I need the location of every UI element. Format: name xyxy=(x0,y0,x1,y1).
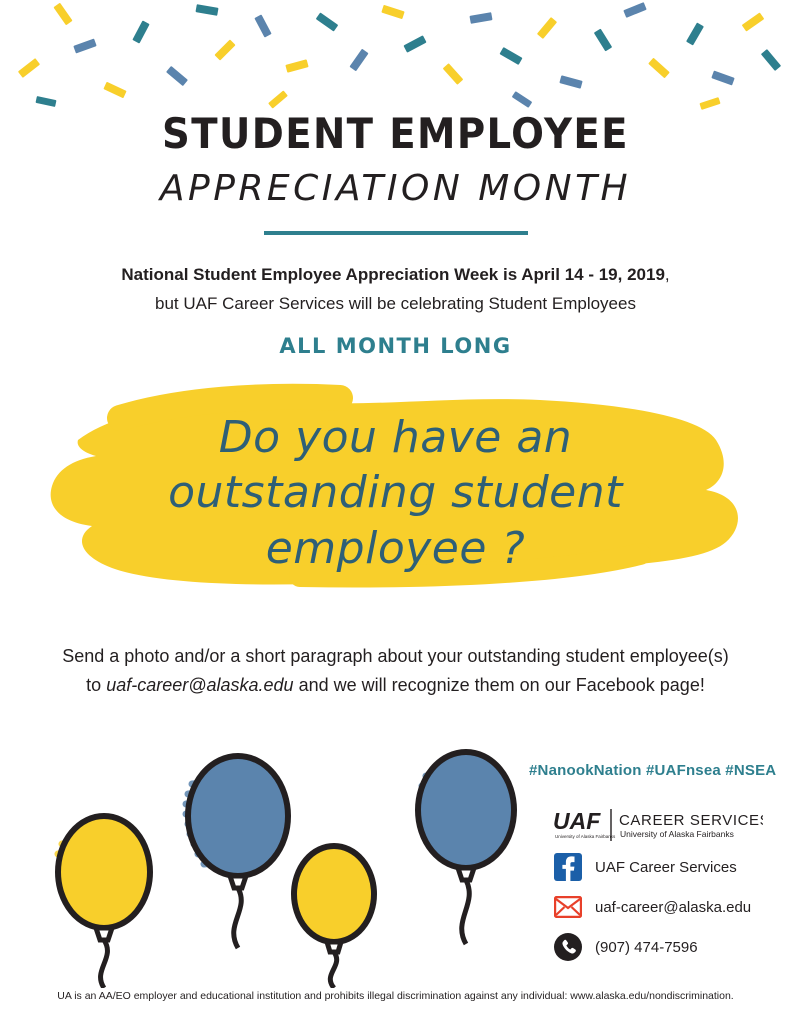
headline-line-1: Do you have an xyxy=(218,412,573,463)
contact-list xyxy=(553,852,783,972)
confetti-piece xyxy=(594,29,612,52)
confetti-piece xyxy=(166,66,188,86)
confetti-piece xyxy=(316,12,339,31)
phone-icon xyxy=(553,932,583,962)
confetti-piece xyxy=(499,47,522,65)
page-subtitle: APPRECIATION MONTH xyxy=(159,168,632,210)
email-address: uaf-career@alaska.edu xyxy=(595,898,752,916)
confetti-piece xyxy=(648,58,670,79)
confetti-piece xyxy=(381,5,404,19)
svg-text:UAF: UAF xyxy=(553,808,601,834)
confetti-piece xyxy=(285,59,308,72)
intro-bold-tail: , xyxy=(664,265,670,284)
intro-block xyxy=(0,262,791,362)
confetti-piece xyxy=(214,39,235,60)
confetti-piece xyxy=(103,82,126,99)
confetti-piece xyxy=(254,14,271,37)
body-text-part-4: Facebook page! xyxy=(575,675,705,696)
intro-line-bold xyxy=(0,262,791,288)
headline-line-2: outstanding student xyxy=(168,467,623,519)
confetti-piece xyxy=(559,75,582,88)
body-text-part-1: Send a photo and/or a short paragraph about your outstanding student xyxy=(62,646,625,666)
facebook-name: UAF Career Services xyxy=(595,858,737,876)
legal-footer: UA is an AA/EO employer and educational institution and prohibits illegal discrimination against any individual: www.alaska.edu/nondiscrimination. xyxy=(57,990,734,1002)
uaf-career-services-logo xyxy=(553,805,763,847)
headline-text xyxy=(0,410,791,576)
confetti-piece xyxy=(443,63,464,85)
title-divider xyxy=(264,231,528,235)
headline-line-3: employee ? xyxy=(265,522,526,574)
confetti-piece xyxy=(195,4,218,16)
contact-row-phone[interactable] xyxy=(553,932,783,962)
page-title: STUDENT EMPLOYEE xyxy=(162,109,629,158)
confetti-piece xyxy=(53,3,72,26)
confetti-piece xyxy=(268,90,288,108)
svg-text:University of Alaska Fairbanks: University of Alaska Fairbanks xyxy=(555,834,616,839)
confetti-piece xyxy=(403,35,426,52)
intro-line-two: but UAF Career Services will be celebrating Student Employees xyxy=(155,294,636,314)
contact-row-email[interactable] xyxy=(553,892,783,922)
intro-bold-text: National Student Employee Appreciation Week is April 14 - 19, 2019 xyxy=(121,265,665,284)
confetti-piece xyxy=(711,70,734,85)
confetti-piece xyxy=(742,12,765,31)
phone-number: (907) 474-7596 xyxy=(595,938,698,956)
balloons-illustration xyxy=(20,748,540,988)
confetti-piece xyxy=(349,49,368,72)
svg-text:CAREER SERVICES: CAREER SERVICES xyxy=(619,812,763,829)
poster-title-block xyxy=(0,109,791,235)
email-icon xyxy=(553,892,583,922)
confetti-piece xyxy=(35,96,56,107)
uaf-logo-mark xyxy=(553,808,616,839)
hashtags: #NanookNation #UAFnsea #NSEA xyxy=(529,762,777,779)
confetti-piece xyxy=(73,38,96,53)
confetti-piece xyxy=(623,2,646,18)
confetti-piece xyxy=(537,17,557,39)
confetti-piece xyxy=(686,22,704,45)
headline-block xyxy=(0,378,791,628)
svg-text:University of Alaska Fairbanks: University of Alaska Fairbanks xyxy=(620,829,734,839)
confetti-piece xyxy=(512,91,533,108)
intro-line-three: ALL MONTH LONG xyxy=(279,333,512,358)
contact-row-facebook[interactable] xyxy=(553,852,783,882)
email-link[interactable]: uaf-career@alaska.edu xyxy=(106,675,294,696)
body-text-part-2: employee(s) to xyxy=(86,646,729,696)
confetti-piece xyxy=(699,97,720,110)
body-text-part-3: and we will recognize them on our xyxy=(293,675,571,696)
body-paragraph xyxy=(60,642,731,700)
confetti-piece xyxy=(132,20,149,43)
facebook-icon xyxy=(553,852,583,882)
confetti-piece xyxy=(18,58,40,78)
confetti-piece xyxy=(761,49,781,71)
confetti-piece xyxy=(469,12,492,24)
